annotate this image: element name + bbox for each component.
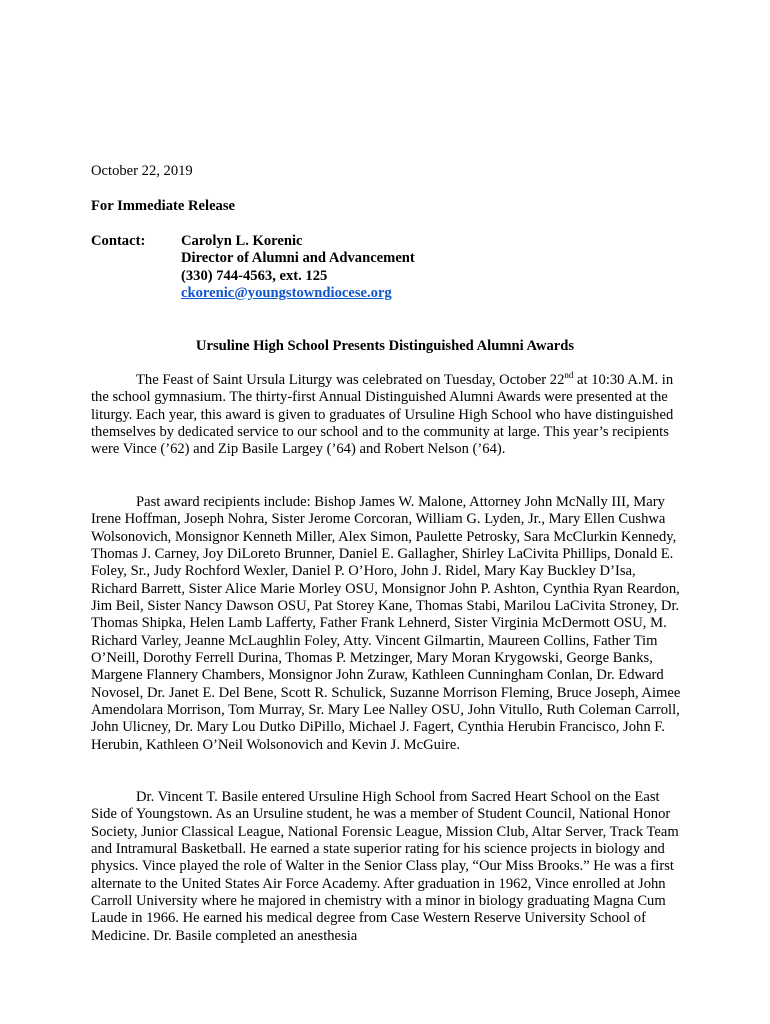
contact-email-link[interactable]: ckorenic@youngstowndiocese.org xyxy=(181,284,392,301)
contact-label: Contact: xyxy=(91,233,146,249)
contact-name: Carolyn L. Korenic xyxy=(181,233,303,249)
paragraph-past-recipients-text: Past award recipients include: Bishop James W. Malone, Attorney John McNally III, Mary Irene Hoffman, Joseph Nohra, Sister Jerome Corcoran, William G. Lyden, Jr., Mary Ellen Cushwa Wolsonovich, Monsignor Kenneth Miller, Alex Simon, Paulette Petrosky, Sara McClurkin Kennedy, Thomas J. Carney, Joy DiLoreto Brunner, Daniel E. Gallagher, Shirley LaCivita Phillips, Donald E. Foley, Sr., Judy Rochford Wexler, Daniel P. O’Horo, John J. Ridel, Mary Kay Buckley D’Isa, Richard Barrett, Sister Alice Marie Morley OSU, Monsignor John P. Ashton, Cynthia Ryan Reardon, Jim Beil, Sister Nancy Dawson OSU, Pat Storey Kane, Thomas Stabi, Marilou LaCivita Stroney, Dr. Thomas Shipka, Helen Lamb Lafferty, Father Frank Lehnerd, Sister Virginia McDermott OSU, M. Richard Varley, Jeanne McLaughlin Foley, Atty. Vincent Gilmartin, Maureen Collins, Father Tim O’Neill, Dorothy Ferrell Durina, Thomas P. Metzinger, Mary Moran Krygowski, George Banks, Margene Flannery Chambers, Monsignor John Zuraw, Kathleen Cunningham Conlan, Dr. Edward Novosel, Dr. Janet E. Del Bene, Scott R. Schulick, Suzanne Morrison Fleming, Bruce Joseph, Aimee Amendolara Morrison, Tom Murray, Sr. Mary Lee Nalley OSU, John Vitullo, Ruth Coleman Carroll, John Ulicney, Dr. Mary Lou Dutko DiPillo, Michael J. Fagert, Cynthia Herubin Francisco, John F. Herubin, Kathleen O’Neil Wolsonovich and Kevin J. McGuire. xyxy=(91,494,681,753)
contact-title: Director of Alumni and Advancement xyxy=(181,250,415,267)
paragraph-basile-bio-text: Dr. Vincent T. Basile entered Ursuline High School from Sacred Heart School on the East Side of Youngstown. As an Ursuline student, he was a member of Student Council, National Honor Society, Junior Classical League, National Forensic League, Mission Club, Altar Server, Track Team and Intramural Basketball. He earned a state superior rating for his science projects in biology and physics. Vince played the role of Walter in the Senior Class play, “Our Miss Brooks.” He was a first alternate to the United States Air Force Academy. After graduation in 1962, Vince enrolled at John Carroll University where he majored in chemistry with a minor in biology graduating Magna Cum Laude in 1966. He earned his medical degree from Case Western Reserve University School of Medicine. Dr. Basile completed an anesthesia xyxy=(91,789,679,944)
paragraph-liturgy xyxy=(91,372,681,459)
ordinal-suffix: nd xyxy=(564,370,574,380)
contact-details xyxy=(181,233,415,302)
paragraph-basile-bio xyxy=(91,789,681,945)
paragraph-past-recipients xyxy=(91,494,681,754)
release-date: October 22, 2019 xyxy=(91,163,193,179)
headline: Ursuline High School Presents Distinguished Alumni Awards xyxy=(195,338,575,354)
contact-phone: (330) 744-4563, ext. 125 xyxy=(181,267,328,284)
paragraph-liturgy-text-a: The Feast of Saint Ursula Liturgy was celebrated on Tuesday, October 22 xyxy=(136,372,565,388)
release-label: For Immediate Release xyxy=(91,198,235,214)
paragraph-liturgy-text-b: at 10:30 A.M. in the school gymnasium. The thirty-first Annual Distinguished Alumni Awards were presented at the liturgy. Each year, this award is given to graduates of Ursuline High School who have distinguished themselves by dedicated service to our school and to the community at large. This year’s recipients were Vince (’62) and Zip Basile Largey (’64) and Robert Nelson (’64). xyxy=(91,372,674,458)
